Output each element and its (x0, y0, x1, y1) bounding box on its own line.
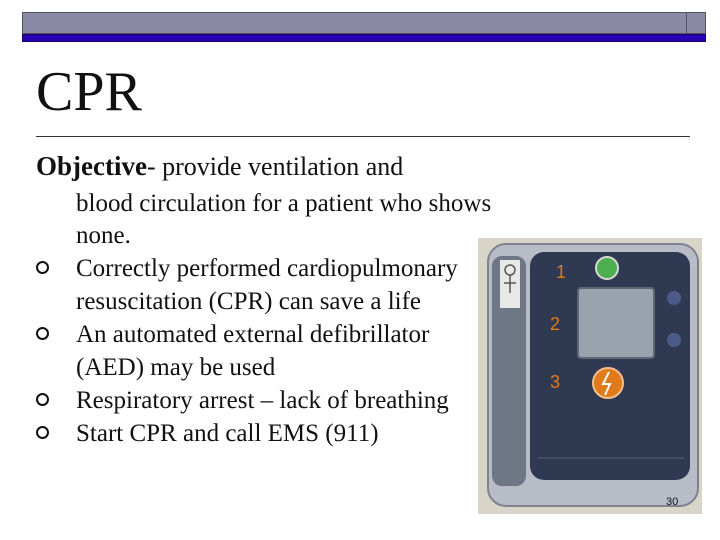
header-bar (22, 12, 706, 42)
bullet-item: Correctly performed cardiopulmonary resuscitation (CPR) can save a life (36, 252, 496, 318)
bullet-list (36, 252, 496, 450)
header-bar-top (22, 12, 706, 34)
pad-placement-icon (500, 260, 520, 308)
page-number: 30 (666, 496, 679, 508)
step-label-3: 3 (550, 372, 561, 392)
title-underline (36, 136, 690, 137)
aed-device-photo (478, 238, 702, 514)
objective-text: - provide ventilation and (146, 152, 404, 181)
aed-side-button (667, 291, 681, 305)
bullet-item: An automated external defibrillator (AED) may be used (36, 318, 496, 384)
bullet-circle-icon (36, 261, 49, 274)
bullet-circle-icon (36, 327, 49, 340)
objective-continued: blood circulation for a patient who shows none. (76, 190, 492, 249)
bullet-circle-icon (36, 393, 49, 406)
step-label-1: 1 (556, 262, 567, 282)
header-divider (686, 12, 687, 34)
aed-side-button (667, 333, 681, 347)
header-bar-accent (22, 34, 706, 42)
aed-panel (530, 252, 690, 480)
bullet-item: Respiratory arrest – lack of breathing (36, 384, 496, 417)
objective-label: Objective (36, 151, 147, 181)
step-label-2: 2 (550, 314, 561, 334)
objective-paragraph (36, 150, 492, 249)
power-button-icon (596, 257, 618, 279)
aed-screen (578, 288, 654, 358)
slide-title: CPR (36, 61, 142, 123)
bullet-item: Start CPR and call EMS (911) (36, 417, 496, 450)
bullet-circle-icon (36, 426, 49, 439)
